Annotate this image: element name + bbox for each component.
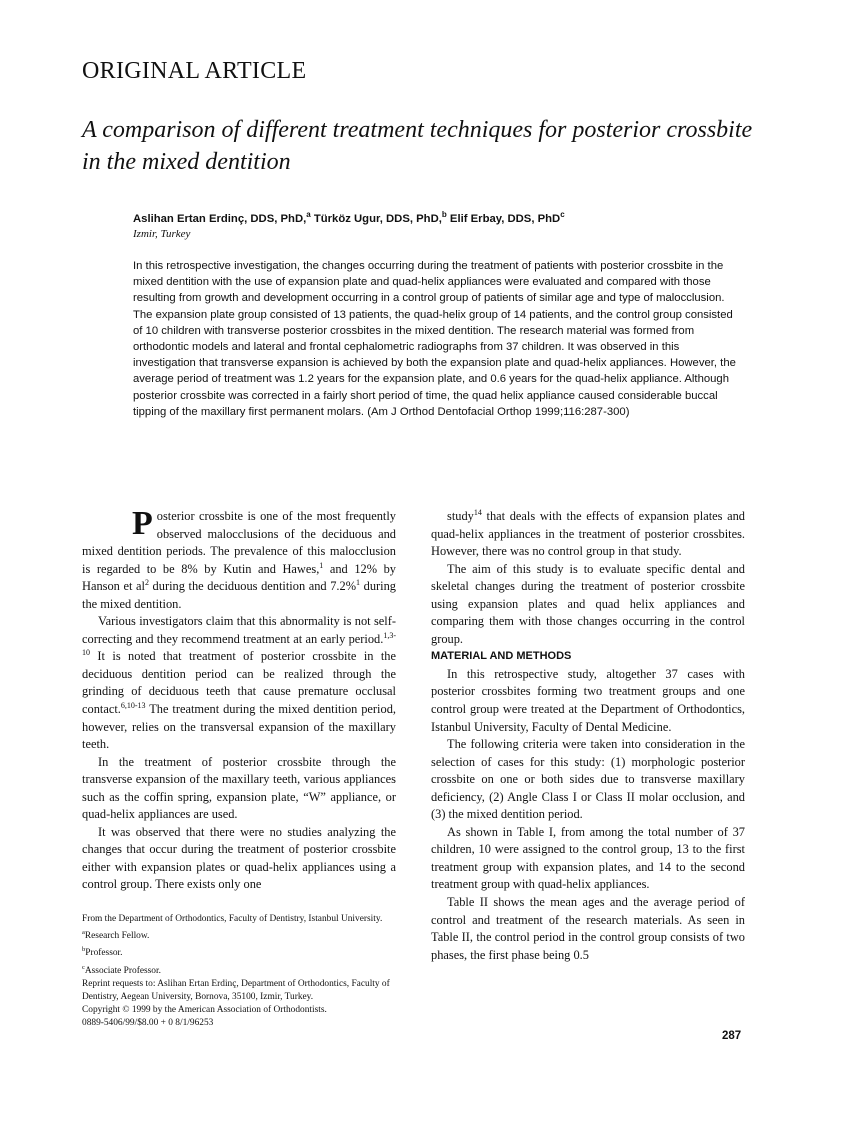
footnote (82, 1004, 402, 1017)
footnote-text: From the Department of Orthodontics, Faculty of Dentistry, Istanbul University. (82, 914, 383, 924)
author: Türköz Ugur, DDS, PhD, (310, 212, 442, 225)
author: Aslihan Ertan Erdinç, DDS, PhD, (133, 212, 307, 225)
paragraph-text: and 12% by Hanson et al (82, 561, 396, 594)
footnote-text: 0889-5406/99/$8.00 + 0 8/1/96253 (82, 1018, 214, 1029)
page-number: 287 (722, 1030, 742, 1042)
citation-reference: 2 (144, 578, 149, 588)
paragraph-text: study (447, 509, 474, 523)
paragraph-text: Various investigators claim that this abnormality is not self-correcting and they recommend treatment at an early period. (82, 614, 396, 646)
footnotes (82, 913, 402, 1030)
paragraph-text: It was observed that there were no studies analyzing the changes that occur during the treatment of posterior crossbite either with expansion plates or quad-helix appliances using a control group. There exists only one (82, 824, 396, 892)
author-location: Izmir, Turkey (133, 228, 191, 240)
footnote-text: Professor. (85, 948, 123, 959)
paragraph (431, 666, 745, 736)
author-affiliation-mark: a (306, 210, 311, 219)
citation-reference: 6,10-13 (120, 700, 146, 710)
paragraph-text: osterior crossbite is one of the most frequently observed malocclusions of the deciduous and mixed dentition periods. The prevalence of this malocclusion is regarded to be 8% by Kutin and Hawes, (82, 509, 396, 576)
paragraph-text: The aim of this study is to evaluate specific dental and skeletal changes during the treatment of posterior crossbite using expansion plates and quad helix appliances and comparing them with those changes occurring in the control group. (431, 561, 745, 646)
footnote (82, 926, 402, 943)
footnote (82, 913, 402, 926)
paragraph (431, 824, 745, 894)
paragraph-text: that deals with the effects of expansion plates and quad-helix appliances in the treatment of posterior crossbites. However, there was no control group in that study. (431, 509, 745, 559)
footnote-text: Copyright © 1999 by the American Association of Orthodontists. (82, 1004, 327, 1015)
paragraph (431, 894, 745, 964)
paragraph-text: As shown in Table I, from among the total number of 37 children, 10 were assigned to the control group, 13 to the first treatment group with expansion plates, and 14 to the second treatment group with quad-helix appliances. (431, 824, 745, 892)
footnote-mark: c (82, 963, 85, 971)
paragraph (431, 508, 745, 561)
paragraph-text: The following criteria were taken into consideration in the selection of cases for this study: (1) morphologic posterior crossbite on one or both sides due to transverse maxillary deficiency, (2) Angle Class I or Class II molar occlusion, and (3) the mixed dentition period. (431, 737, 745, 822)
paragraph-text: It is noted that treatment of posterior crossbite in the deciduous dentition period can be realized through the grinding of deciduous teeth that cause premature occlusal contact. (82, 649, 396, 717)
footnote-mark: b (82, 946, 86, 954)
drop-cap: P (132, 505, 153, 542)
footnote (82, 943, 402, 960)
author-affiliation-mark: b (441, 210, 447, 219)
paragraph (82, 613, 396, 753)
footnote (82, 978, 402, 1004)
footnote-text: Reprint requests to: Aslihan Ertan Erdinç, Department of Orthodontics, Faculty of Dentistry, Aegean University, Bornova, 35100, Izmir, Turkey. (82, 978, 390, 1002)
paragraph-text: during the mixed dentition. (82, 579, 396, 611)
body-left-column (82, 505, 396, 894)
paragraph (82, 754, 396, 824)
section-label: ORIGINAL ARTICLE (82, 58, 307, 84)
footnote-text: Associate Professor. (84, 965, 161, 976)
paragraph-text: The treatment during the mixed dentition period, however, relies on the transversal expansion of the maxillary teeth. (82, 702, 396, 752)
author-affiliation-mark: c (560, 210, 565, 219)
paragraph-text: In this retrospective study, altogether 37 cases with posterior crossbites forming two treatment groups and one control group were treated at the Department of Orthodontics, Istanbul University, Faculty of Dental Medicine. (431, 666, 745, 734)
paragraph (431, 736, 745, 824)
paragraph-text: Table II shows the mean ages and the average period of control and treatment of the research materials. As seen in Table II, the control period in the control group consists of two phases, the first phase being 0.5 (431, 895, 745, 962)
body-right-column (431, 508, 745, 964)
paragraph-text: In the treatment of posterior crossbite through the transverse expansion of the maxillary teeth, various appliances such as the coffin spring, expansion plate, “W” appliance, or quad-helix appliances are used. (82, 754, 396, 822)
paragraph (82, 824, 396, 894)
author: Elif Erbay, DDS, PhD (446, 212, 561, 225)
citation-reference: 1,3-10 (82, 630, 396, 658)
citation-reference: 14 (473, 507, 482, 517)
abstract: In this retrospective investigation, the changes occurring during the treatment of patients with posterior crossbite in the mixed dentition with the use of expansion plate and quad-helix appliances were evaluated and compared with those resulting from growth and development occurring in a control group of patients of similar age and type of malocclusion. The expansion plate group consisted of 13 patients, the quad-helix group of 14 patients, and the control group consisted of 10 children with transverse posterior crossbites in the mixed dentition. The research material was formed from orthodontic models and lateral and frontal cephalometric radiographs from 37 children. It was observed in this investigation that transverse expansion is achieved by both the expansion plate and quad-helix appliances. However, the average period of treatment was 1.2 years for the expansion plate, and 0.6 years for the quad-helix appliance. Although posterior crossbite was corrected in a fairly short period of time, the quad helix appliance caused considerable buccal tipping of the maxillary first permanent molars. (Am J Orthod Dentofacial Orthop 1999;116:287-300) (133, 260, 736, 418)
citation-reference: 1 (356, 578, 361, 588)
paragraph-text: during the deciduous dentition and 7.2% (148, 579, 357, 594)
paragraph (431, 561, 745, 649)
footnote-mark: a (82, 929, 85, 937)
article-title: A comparison of different treatment techniques for posterior crossbite in the mixed dentition (82, 117, 753, 175)
footnote (82, 1017, 402, 1030)
paragraph (82, 505, 396, 613)
author-list (133, 210, 565, 225)
citation-reference: 1 (319, 560, 324, 570)
footnote (82, 961, 402, 978)
section-heading: MATERIAL AND METHODS (431, 650, 572, 663)
footnote-text: Research Fellow. (84, 931, 150, 942)
